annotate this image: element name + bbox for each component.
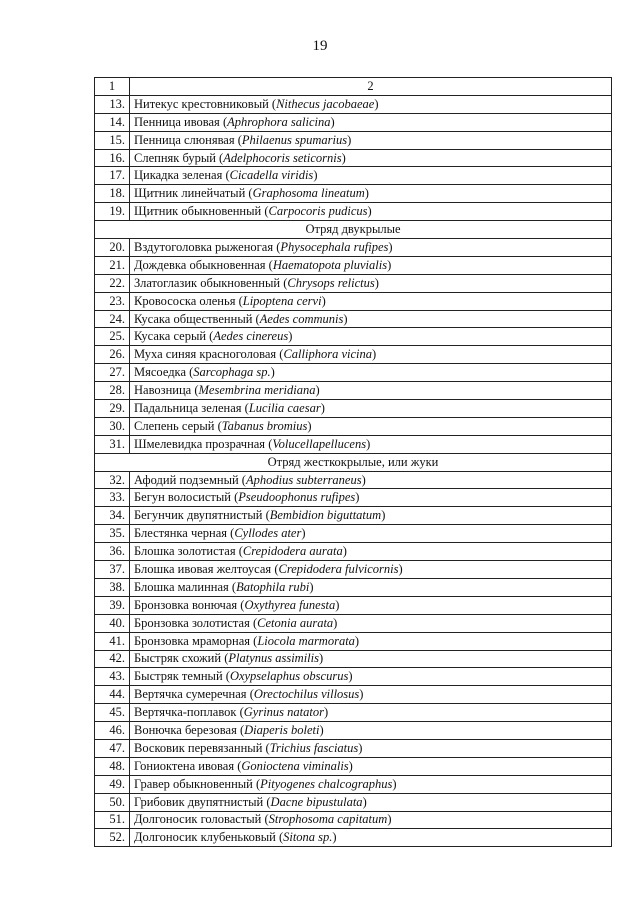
species-common-name: Пенница слюнявая — [134, 132, 235, 147]
species-cell: Мясоедка (Sarcophaga sp.) — [130, 364, 612, 382]
species-cell: Блошка малинная (Batophila rubi) — [130, 578, 612, 596]
species-latin-name: Adelphocoris seticornis — [223, 150, 342, 165]
row-number: 25. — [95, 328, 130, 346]
row-number: 19. — [95, 203, 130, 221]
species-cell: Блошка золотистая (Crepidodera aurata) — [130, 543, 612, 561]
species-cell: Шмелевидка прозрачная (Volucellapellucens) — [130, 435, 612, 453]
table-row — [95, 704, 612, 722]
species-common-name: Бегун волосистый — [134, 490, 231, 505]
species-cell: Дождевка обыкновенная (Haematopota pluvialis) — [130, 256, 612, 274]
species-latin-name: Sarcophaga sp. — [193, 365, 271, 380]
species-cell: Бегунчик двупятнистый (Bembidion biguttatum) — [130, 507, 612, 525]
table-row — [95, 668, 612, 686]
species-latin-name: Gonioctena viminalis — [241, 758, 349, 773]
table-row — [95, 149, 612, 167]
species-latin-name: Mesembrina meridiana — [198, 383, 316, 398]
page-number: 19 — [312, 38, 328, 54]
species-common-name: Слепень серый — [134, 418, 215, 433]
species-latin-name: Trichius fasciatus — [269, 740, 359, 755]
table-row — [95, 811, 612, 829]
table-row — [95, 435, 612, 453]
row-number: 22. — [95, 274, 130, 292]
species-common-name: Блестянка черная — [134, 526, 228, 541]
species-common-name: Грибовик двупятнистый — [134, 794, 264, 809]
species-cell: Вертячка сумеречная (Orectochilus villosus) — [130, 686, 612, 704]
table-header-row — [95, 78, 612, 96]
species-latin-name: Calliphora vicina — [283, 347, 372, 362]
row-number: 33. — [95, 489, 130, 507]
row-number: 29. — [95, 400, 130, 418]
species-latin-name: Cyllodes ater — [234, 526, 302, 541]
row-number: 37. — [95, 561, 130, 579]
row-number: 39. — [95, 596, 130, 614]
species-latin-name: Sitona sp. — [283, 830, 333, 845]
row-number: 35. — [95, 525, 130, 543]
species-latin-name: Crepidodera fulvicornis — [278, 561, 399, 576]
row-number: 52. — [95, 829, 130, 847]
species-cell: Кровососка оленья (Lipoptena cervi) — [130, 292, 612, 310]
species-common-name: Вертячка сумеречная — [134, 687, 247, 702]
row-number: 21. — [95, 256, 130, 274]
table-row — [95, 292, 612, 310]
table-row — [95, 686, 612, 704]
species-cell: Слепняк бурый (Adelphocoris seticornis) — [130, 149, 612, 167]
species-common-name: Бронзовка мраморная — [134, 633, 251, 648]
species-common-name: Афодий подземный — [134, 472, 239, 487]
species-common-name: Вертячка-поплавок — [134, 705, 237, 720]
species-cell: Гравер обыкновенный (Pityogenes chalcographus) — [130, 775, 612, 793]
row-number: 49. — [95, 775, 130, 793]
table-row — [95, 525, 612, 543]
table-row — [95, 400, 612, 418]
species-common-name: Вздутоголовка рыженогая — [134, 239, 274, 254]
table-row — [95, 775, 612, 793]
row-number: 36. — [95, 543, 130, 561]
row-number: 23. — [95, 292, 130, 310]
species-latin-name: Lucilia caesar — [248, 400, 321, 415]
species-common-name: Долгоносик головастый — [134, 812, 262, 827]
species-common-name: Гравер обыкновенный — [134, 776, 253, 791]
species-common-name: Шмелевидка прозрачная — [134, 436, 266, 451]
table-row — [95, 131, 612, 149]
species-latin-name: Pseudoophonus rufipes — [238, 490, 356, 505]
species-cell: Гониоктена ивовая (Gonioctena viminalis) — [130, 757, 612, 775]
species-latin-name: Oxythyrea funesta — [244, 597, 336, 612]
group-title-row — [95, 453, 612, 471]
row-number: 44. — [95, 686, 130, 704]
table-row — [95, 632, 612, 650]
species-cell: Долгоносик головастый (Strophosoma capitatum) — [130, 811, 612, 829]
species-latin-name: Aphodius subterraneus — [245, 472, 362, 487]
species-table-body — [95, 78, 612, 847]
table-row — [95, 364, 612, 382]
row-number: 24. — [95, 310, 130, 328]
table-row — [95, 561, 612, 579]
table-row — [95, 578, 612, 596]
species-latin-name: Crepidodera aurata — [242, 544, 343, 559]
table-row — [95, 239, 612, 257]
group-title: Отряд жесткокрылые, или жуки — [95, 453, 612, 471]
table-row — [95, 471, 612, 489]
table-row — [95, 328, 612, 346]
row-number: 38. — [95, 578, 130, 596]
species-latin-name: Strophosoma capitatum — [268, 812, 388, 827]
species-latin-name: Nithecus jacobaeae — [276, 96, 375, 111]
table-row — [95, 543, 612, 561]
table-row — [95, 417, 612, 435]
species-common-name: Блошка золотистая — [134, 544, 236, 559]
species-latin-name: Haematopota pluvialis — [272, 257, 388, 272]
species-table — [94, 77, 612, 847]
table-row — [95, 829, 612, 847]
species-latin-name: Physocephala rufipes — [280, 239, 389, 254]
species-common-name: Нитекус крестовниковый — [134, 96, 269, 111]
species-latin-name: Lipoptena cervi — [242, 293, 322, 308]
species-cell: Быстряк схожий (Platynus assimilis) — [130, 650, 612, 668]
table-row — [95, 596, 612, 614]
species-cell: Кусака серый (Aedes cinereus) — [130, 328, 612, 346]
species-cell: Долгоносик клубеньковый (Sitona sp.) — [130, 829, 612, 847]
species-latin-name: Tabanus bromius — [221, 418, 308, 433]
table-row — [95, 489, 612, 507]
row-number: 15. — [95, 131, 130, 149]
species-common-name: Быстряк темный — [134, 669, 223, 684]
row-number: 17. — [95, 167, 130, 185]
species-cell: Щитник обыкновенный (Carpocoris pudicus) — [130, 203, 612, 221]
row-number: 41. — [95, 632, 130, 650]
species-common-name: Цикадка зеленая — [134, 168, 223, 183]
species-cell: Цикадка зеленая (Cicadella viridis) — [130, 167, 612, 185]
species-common-name: Блошка малинная — [134, 579, 229, 594]
species-cell: Афодий подземный (Aphodius subterraneus) — [130, 471, 612, 489]
species-common-name: Щитник обыкновенный — [134, 204, 262, 219]
species-cell: Вертячка-поплавок (Gyrinus natator) — [130, 704, 612, 722]
row-number: 13. — [95, 95, 130, 113]
row-number: 32. — [95, 471, 130, 489]
table-row — [95, 203, 612, 221]
species-cell: Кусака общественный (Aedes communis) — [130, 310, 612, 328]
species-cell: Пенница ивовая (Aphrophora salicina) — [130, 113, 612, 131]
species-common-name: Бронзовка золотистая — [134, 615, 250, 630]
table-row — [95, 346, 612, 364]
group-title: Отряд двукрылые — [95, 221, 612, 239]
species-cell: Навозница (Mesembrina meridiana) — [130, 382, 612, 400]
species-common-name: Кровососка оленья — [134, 293, 236, 308]
row-number: 20. — [95, 239, 130, 257]
species-common-name: Слепняк бурый — [134, 150, 216, 165]
table-row — [95, 185, 612, 203]
species-latin-name: Diaperis boleti — [244, 723, 320, 737]
table-row — [95, 739, 612, 757]
species-cell: Пенница слюнявая (Philaenus spumarius) — [130, 131, 612, 149]
species-latin-name: Pityogenes chalcographus — [260, 776, 393, 791]
species-common-name: Падальница зеленая — [134, 400, 242, 415]
species-common-name: Златоглазик обыкновенный — [134, 275, 281, 290]
table-row — [95, 382, 612, 400]
species-latin-name: Carpocoris pudicus — [268, 204, 368, 219]
species-common-name: Блошка ивовая желтоусая — [134, 561, 272, 576]
species-common-name: Быстряк схожий — [134, 651, 222, 666]
row-number: 42. — [95, 650, 130, 668]
table-row — [95, 793, 612, 811]
row-number: 27. — [95, 364, 130, 382]
column-header-name: 2 — [130, 78, 612, 96]
species-common-name: Навозница — [134, 383, 192, 398]
table-row — [95, 722, 612, 740]
species-latin-name: Liocola marmorata — [257, 633, 355, 648]
table-row — [95, 274, 612, 292]
group-title-row — [95, 221, 612, 239]
species-latin-name: Cetonia aurata — [257, 615, 334, 630]
species-cell: Грибовик двупятнистый (Dacne bipustulata) — [130, 793, 612, 811]
species-cell: Блошка ивовая желтоусая (Crepidodera fulvicornis) — [130, 561, 612, 579]
row-number: 16. — [95, 149, 130, 167]
species-common-name: Кусака общественный — [134, 311, 253, 326]
species-common-name: Дождевка обыкновенная — [134, 257, 266, 272]
species-latin-name: Graphosoma lineatum — [252, 186, 365, 201]
species-latin-name: Bembidion biguttatum — [269, 508, 382, 523]
row-number: 45. — [95, 704, 130, 722]
row-number: 51. — [95, 811, 130, 829]
species-common-name: Щитник линейчатый — [134, 186, 246, 201]
species-latin-name: Aedes cinereus — [213, 329, 289, 344]
row-number: 28. — [95, 382, 130, 400]
species-cell: Муха синяя красноголовая (Calliphora vicina) — [130, 346, 612, 364]
species-common-name: Гониоктена ивовая — [134, 758, 235, 773]
species-latin-name: Aphrophora salicina — [227, 114, 331, 129]
row-number: 31. — [95, 435, 130, 453]
species-latin-name: Batophila rubi — [236, 579, 310, 594]
table-row — [95, 113, 612, 131]
species-latin-name: Chrysops relictus — [287, 275, 375, 290]
row-number: 18. — [95, 185, 130, 203]
row-number: 50. — [95, 793, 130, 811]
species-common-name: Бронзовка вонючая — [134, 597, 238, 612]
table-row — [95, 310, 612, 328]
column-header-number: 1 — [95, 78, 130, 96]
table-row — [95, 650, 612, 668]
species-cell: Бронзовка золотистая (Cetonia aurata) — [130, 614, 612, 632]
species-cell: Блестянка черная (Cyllodes ater) — [130, 525, 612, 543]
row-number: 47. — [95, 739, 130, 757]
species-cell: Бронзовка вонючая (Oxythyrea funesta) — [130, 596, 612, 614]
table-row — [95, 614, 612, 632]
species-common-name: Мясоедка — [134, 365, 186, 380]
species-latin-name: Cicadella viridis — [229, 168, 314, 183]
species-common-name: Бегунчик двупятнистый — [134, 508, 263, 523]
table-row — [95, 757, 612, 775]
species-latin-name: Platynus assimilis — [228, 651, 319, 666]
species-common-name: Долгоносик клубеньковый — [134, 830, 276, 845]
row-number: 46. — [95, 722, 130, 740]
species-cell: Бронзовка мраморная (Liocola marmorata) — [130, 632, 612, 650]
row-number: 43. — [95, 668, 130, 686]
species-cell: Быстряк темный (Oxypselaphus obscurus) — [130, 668, 612, 686]
row-number: 26. — [95, 346, 130, 364]
species-common-name: Восковик перевязанный — [134, 740, 263, 755]
species-latin-name: Gyrinus natator — [243, 705, 324, 720]
species-latin-name: Aedes communis — [259, 311, 344, 326]
row-number: 40. — [95, 614, 130, 632]
table-row — [95, 507, 612, 525]
species-cell: Бегун волосистый (Pseudoophonus rufipes) — [130, 489, 612, 507]
species-common-name: Муха синяя красноголовая — [134, 347, 277, 362]
species-common-name: Вонючка березовая — [134, 723, 237, 737]
species-cell: Нитекус крестовниковый (Nithecus jacobaeae) — [130, 95, 612, 113]
species-common-name: Кусака серый — [134, 329, 207, 344]
species-cell: Падальница зеленая (Lucilia caesar) — [130, 400, 612, 418]
species-cell: Вонючка березовая (Diaperis boleti) — [130, 722, 612, 740]
species-cell: Щитник линейчатый (Graphosoma lineatum) — [130, 185, 612, 203]
species-latin-name: Philaenus spumarius — [241, 132, 348, 147]
row-number: 48. — [95, 757, 130, 775]
species-cell: Слепень серый (Tabanus bromius) — [130, 417, 612, 435]
row-number: 30. — [95, 417, 130, 435]
row-number: 14. — [95, 113, 130, 131]
species-latin-name: Dacne bipustulata — [270, 794, 363, 809]
species-common-name: Пенница ивовая — [134, 114, 220, 129]
species-cell: Златоглазик обыкновенный (Chrysops relictus) — [130, 274, 612, 292]
species-latin-name: Orectochilus villosus — [253, 687, 360, 702]
species-latin-name: Volucellapellucens — [272, 436, 367, 451]
species-latin-name: Oxypselaphus obscurus — [229, 669, 349, 684]
table-row — [95, 95, 612, 113]
row-number: 34. — [95, 507, 130, 525]
table-row — [95, 167, 612, 185]
species-cell: Восковик перевязанный (Trichius fasciatus) — [130, 739, 612, 757]
species-cell: Вздутоголовка рыженогая (Physocephala rufipes) — [130, 239, 612, 257]
table-row — [95, 256, 612, 274]
